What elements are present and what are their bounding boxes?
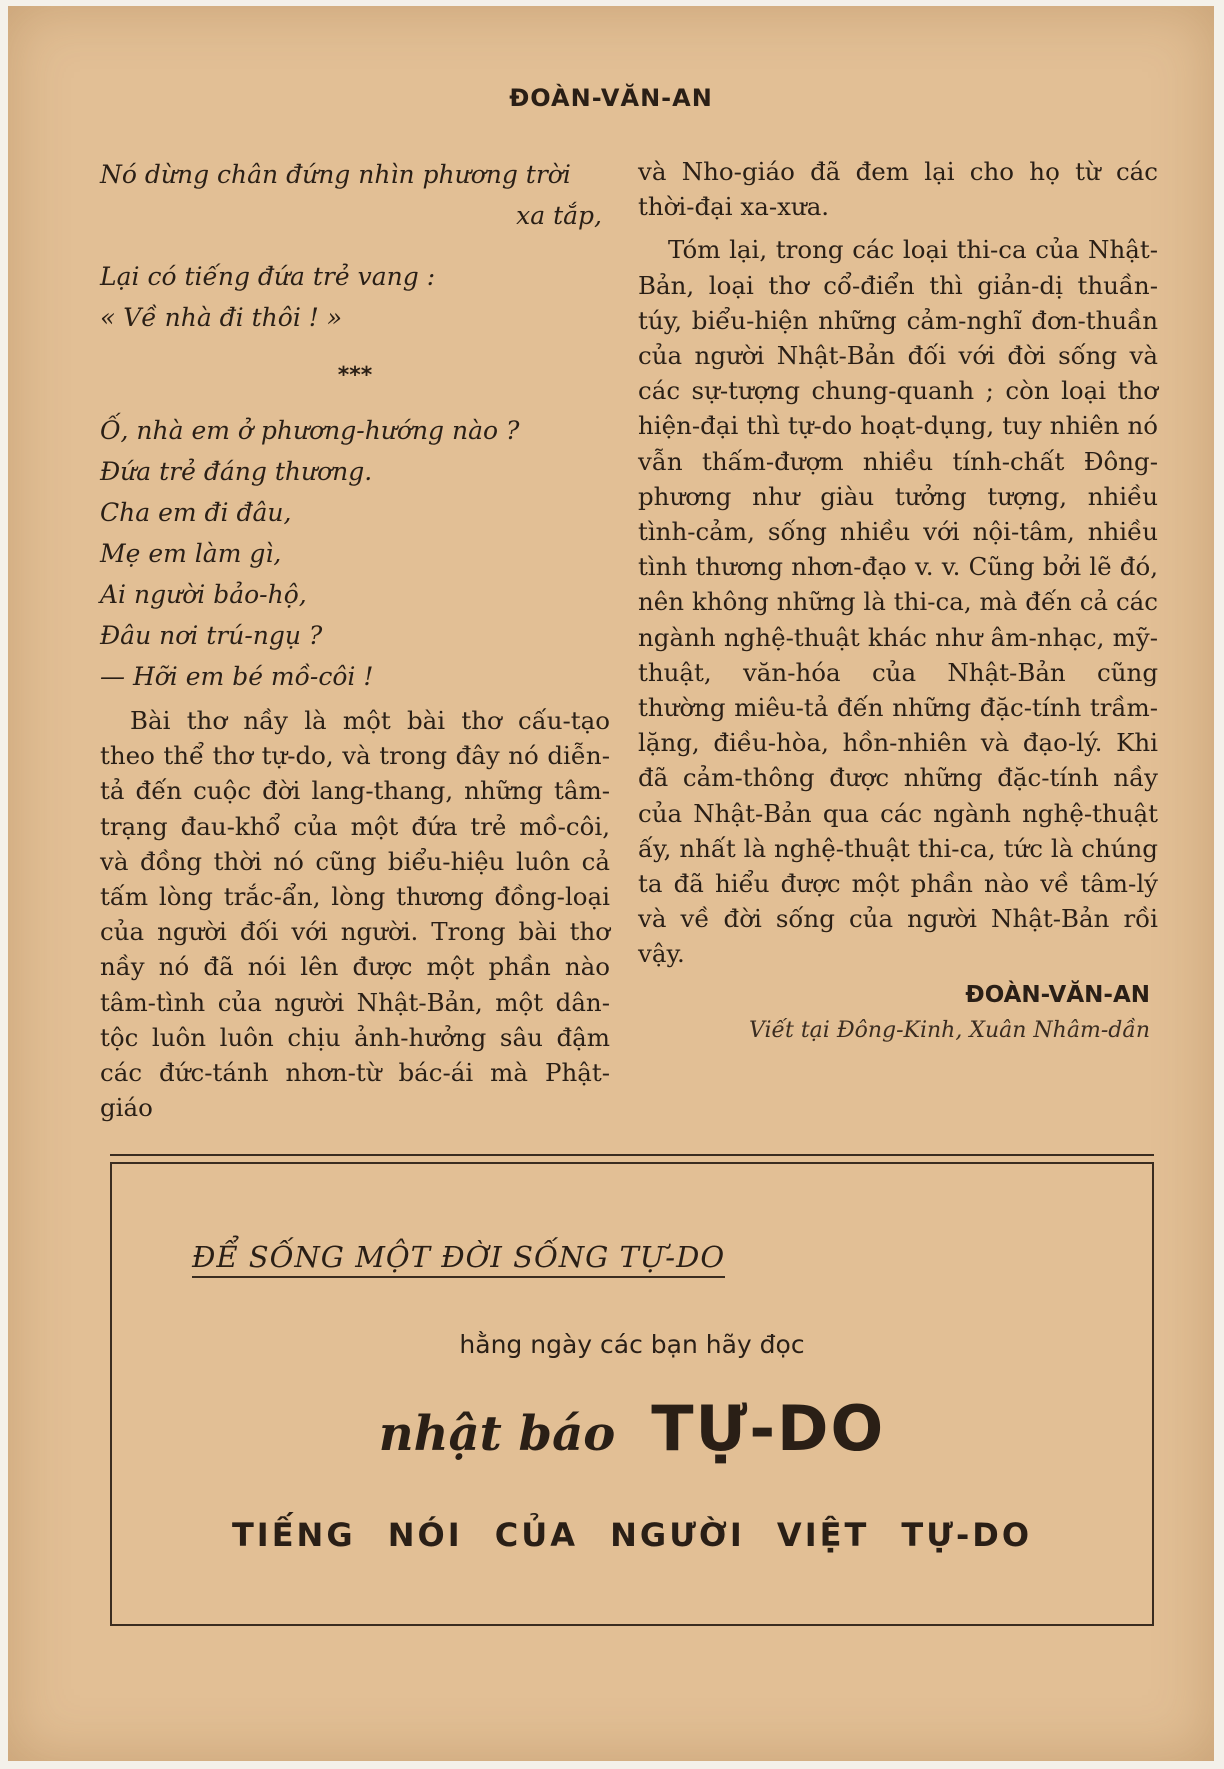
advertisement-box [110,1162,1154,1626]
body-paragraph: và Nho-giáo đã đem lại cho họ từ các thời-đại xa-xưa. [638,157,1158,222]
poem-line: Ai người bảo-hộ, [100,580,307,609]
section-divider-stars: *** [337,363,373,388]
ad-heading: ĐỂ SỐNG MỘT ĐỜI SỐNG TỰ-DO [192,1240,725,1278]
poem-line: — Hỡi em bé mồ-côi ! [100,662,374,691]
poem-line: Ố, nhà em ở phương-hướng nào ? [100,416,520,445]
poem-line: Mẹ em làm gì, [100,539,282,568]
poem-line: « Về nhà đi thôi ! » [100,303,343,332]
right-column [638,154,1158,1043]
ad-subheading: hằng ngày các bạn hãy đọc [459,1330,805,1359]
ad-divider [110,1154,1154,1156]
magazine-page [8,6,1214,1761]
ad-title-word: nhật báo [378,1406,616,1462]
body-paragraph: Bài thơ nầy là một bài thơ cấu-tạo theo thể thơ tự-do, và trong đây nó diễn-tả đến cuộc đời lang-thang, những tâm-trạng đau-khổ của một đứa trẻ mồ-côi, và đồng thời nó cũng biểu-hiệu luôn cả tấm lòng trắc-ẩn, lòng thương đồng-loại của người đối với người. Trong bài thơ nầy nó đã nói lên được một phần nào tâm-tình của người Nhật-Bản, một dân-tộc luôn luôn chịu ảnh-hưởng sâu đậm các đức-tánh nhơn-từ bác-ái mà Phật-giáo [100,706,610,1123]
left-column [100,154,610,1125]
ad-brand: TỰ-DO [651,1392,886,1465]
page-header-author: ĐOÀN-VĂN-AN [509,84,713,112]
poem-line: Lại có tiếng đứa trẻ vang : [100,262,436,291]
poem-line: Đâu nơi trú-ngụ ? [100,621,323,650]
poem-line: Cha em đi đâu, [100,498,292,527]
author-signature: ĐOÀN-VĂN-AN [965,981,1150,1008]
poem-line: Nó dừng chân đứng nhìn phương trời [100,160,571,189]
dateline: Viết tại Đông-Kinh, Xuân Nhâm-dần [748,1017,1150,1043]
ad-slogan: TIẾNG NÓI CỦA NGƯỜI VIỆT TỰ-DO [231,1516,1033,1554]
body-paragraph: Tóm lại, trong các loại thi-ca của Nhật-Bản, loại thơ cổ-điển thì giản-dị thuần-túy, biểu-hiện những cảm-nghĩ đơn-thuần của người Nhật-Bản đối với đời sống và các sự-tượng chung-quanh ; còn loại thơ hiện-đại thì tự-do hoạt-dụng, tuy nhiên nó vẫn thấm-đượm nhiều tính-chất Đông-phương như giàu tưởng tượng, nhiều tình-cảm, sống nhiều với nội-tâm, nhiều tình thương nhơn-đạo v. v. Cũng bởi lẽ đó, nên không những là thi-ca, mà đến cả các ngành nghệ-thuật khác như âm-nhạc, mỹ-thuật, văn-hóa của Nhật-Bản cũng thường miêu-tả đến những đặc-tính trầm-lặng, điều-hòa, hồn-nhiên và đạo-lý. Khi đã cảm-thông được những đặc-tính nầy của Nhật-Bản qua các ngành nghệ-thuật ấy, nhất là nghệ-thuật thi-ca, tức là chúng ta đã hiểu được một phần nào về tâm-lý và về đời sống của người Nhật-Bản rồi vậy. [638,235,1158,969]
poem-line: Đứa trẻ đáng thương. [100,457,373,486]
poem-line: xa tắp, [516,201,602,230]
ad-title [112,1392,1152,1465]
